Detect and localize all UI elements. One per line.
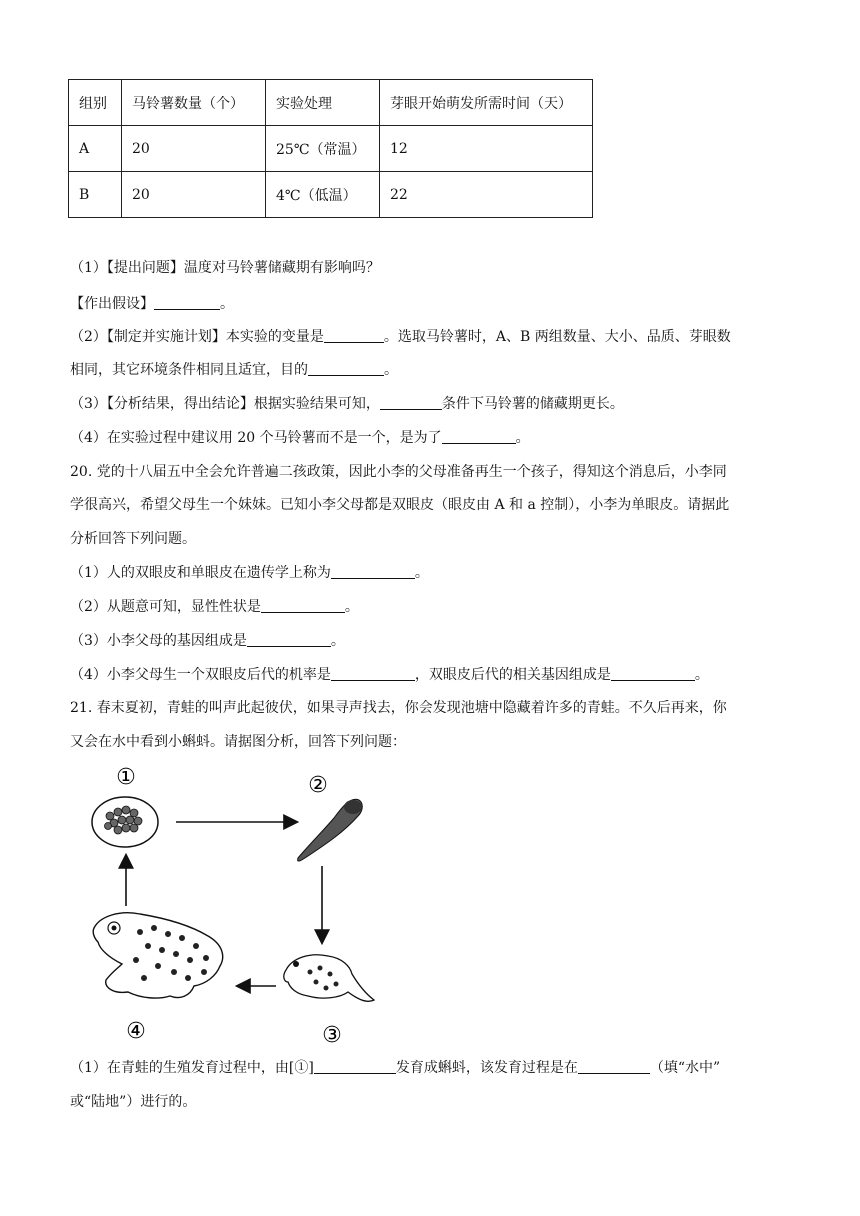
text: 。	[344, 599, 359, 615]
frog-lifecycle-diagram	[70, 760, 400, 1050]
q20-part3	[70, 630, 790, 652]
q20-stem	[70, 528, 790, 550]
text: （4）在实验过程中建议用 20 个马铃薯而不是一个，是为了	[70, 430, 442, 446]
answer-blank[interactable]	[261, 598, 345, 613]
answer-blank[interactable]	[380, 395, 442, 410]
header-cell: 芽眼开始萌发所需时间（天）	[380, 80, 593, 126]
text: （2）【制定并实施计划】本实验的变量是	[70, 329, 324, 345]
answer-blank[interactable]	[247, 632, 331, 647]
text: （1）【提出问题】温度对马铃薯储藏期有影响吗？	[70, 260, 380, 276]
answer-blank[interactable]	[331, 564, 415, 579]
stage-label-4: ④	[126, 1019, 146, 1044]
text: （2）从题意可知，显性性状是	[70, 599, 261, 615]
stage-label-3: ③	[322, 1023, 342, 1048]
table-cell: 25℃（常温）	[266, 126, 380, 172]
text: 或“陆地”）进行的。	[70, 1094, 197, 1110]
q19-part2	[70, 326, 790, 348]
table-cell: 22	[380, 172, 593, 218]
text: 发育成蝌蚪，该发育过程是在	[395, 1060, 578, 1076]
header-cell: 组别	[69, 80, 122, 126]
q20-stem	[70, 461, 790, 483]
text: 。	[220, 296, 234, 312]
table-row	[69, 172, 593, 218]
text: 21. 春末夏初，青蛙的叫声此起彼伏，如果寻声找去，你会发现池塘中隐藏着许多的青蛙。不久后再来，你	[70, 700, 727, 716]
q19-part4	[70, 427, 790, 449]
answer-blank[interactable]	[154, 295, 220, 310]
text: 。	[384, 362, 398, 378]
q19-part3	[70, 393, 790, 415]
q21-stem	[70, 731, 790, 753]
q20-stem	[70, 494, 790, 516]
text: 。选取马铃薯时，A、B 两组数量、大小、品质、芽眼数	[383, 329, 731, 345]
text: 条件下马铃薯的储藏期更长。	[441, 396, 624, 412]
frog-eggs-icon	[92, 797, 158, 847]
text: 分析回答下列问题。	[70, 531, 196, 547]
text: （4）小李父母生一个双眼皮后代的机率是	[70, 667, 331, 683]
header-cell: 马铃薯数量（个）	[122, 80, 266, 126]
table-cell: 12	[380, 126, 593, 172]
text: 。	[330, 633, 345, 649]
stage-label-1: ①	[116, 765, 136, 790]
text: （3）【分析结果，得出结论】根据实验结果可知，	[70, 396, 380, 412]
answer-blank[interactable]	[331, 666, 415, 681]
stage-label-2: ②	[308, 773, 328, 798]
table-header-row	[69, 80, 593, 126]
answer-blank[interactable]	[308, 361, 384, 376]
answer-blank[interactable]	[578, 1059, 650, 1074]
q19-hypothesis	[70, 293, 790, 315]
table-cell: B	[69, 172, 122, 218]
adult-frog-icon	[93, 913, 222, 998]
table-cell: A	[69, 126, 122, 172]
text: 又会在水中看到小蝌蚪。请据图分析，回答下列问题：	[70, 734, 406, 750]
table-cell: 4℃（低温）	[266, 172, 380, 218]
froglet-icon	[284, 955, 374, 1002]
q21-part1	[70, 1057, 790, 1079]
text: ，双眼皮后代的相关基因组成是	[414, 667, 611, 683]
text: 。	[414, 565, 429, 581]
experiment-table	[68, 79, 593, 218]
text: 20. 党的十八届五中全会允许普遍二孩政策，因此小李的父母准备再生一个孩子，得知这个消息后，小李同	[70, 464, 727, 480]
q20-part4	[70, 664, 790, 686]
text: 。	[694, 667, 709, 683]
text: 【作出假设】	[70, 296, 154, 312]
table-cell: 20	[122, 126, 266, 172]
q21-stem	[70, 697, 790, 719]
table-cell: 20	[122, 172, 266, 218]
q19-part2-cont	[70, 359, 790, 381]
table-row	[69, 126, 593, 172]
answer-blank[interactable]	[324, 328, 384, 343]
q20-part2	[70, 596, 790, 618]
tadpole-icon	[298, 799, 363, 861]
text: （3）小李父母的基因组成是	[70, 633, 247, 649]
q20-part1	[70, 562, 790, 584]
text: （1）在青蛙的生殖发育过程中，由[①]	[70, 1060, 314, 1076]
q21-part1-cont	[70, 1091, 790, 1113]
text: 学很高兴，希望父母生一个妹妹。已知小李父母都是双眼皮（眼皮由 A 和 a 控制），小李为单眼皮。请据此	[70, 497, 730, 513]
header-cell: 实验处理	[266, 80, 380, 126]
text: 。	[515, 430, 530, 446]
answer-blank[interactable]	[611, 666, 695, 681]
text: 相同，其它环境条件相同且适宜，目的	[70, 362, 308, 378]
answer-blank[interactable]	[314, 1059, 396, 1074]
answer-blank[interactable]	[442, 429, 516, 444]
q19-part1	[70, 257, 790, 279]
text: （1）人的双眼皮和单眼皮在遗传学上称为	[70, 565, 331, 581]
text: （填“水中”	[649, 1060, 721, 1076]
